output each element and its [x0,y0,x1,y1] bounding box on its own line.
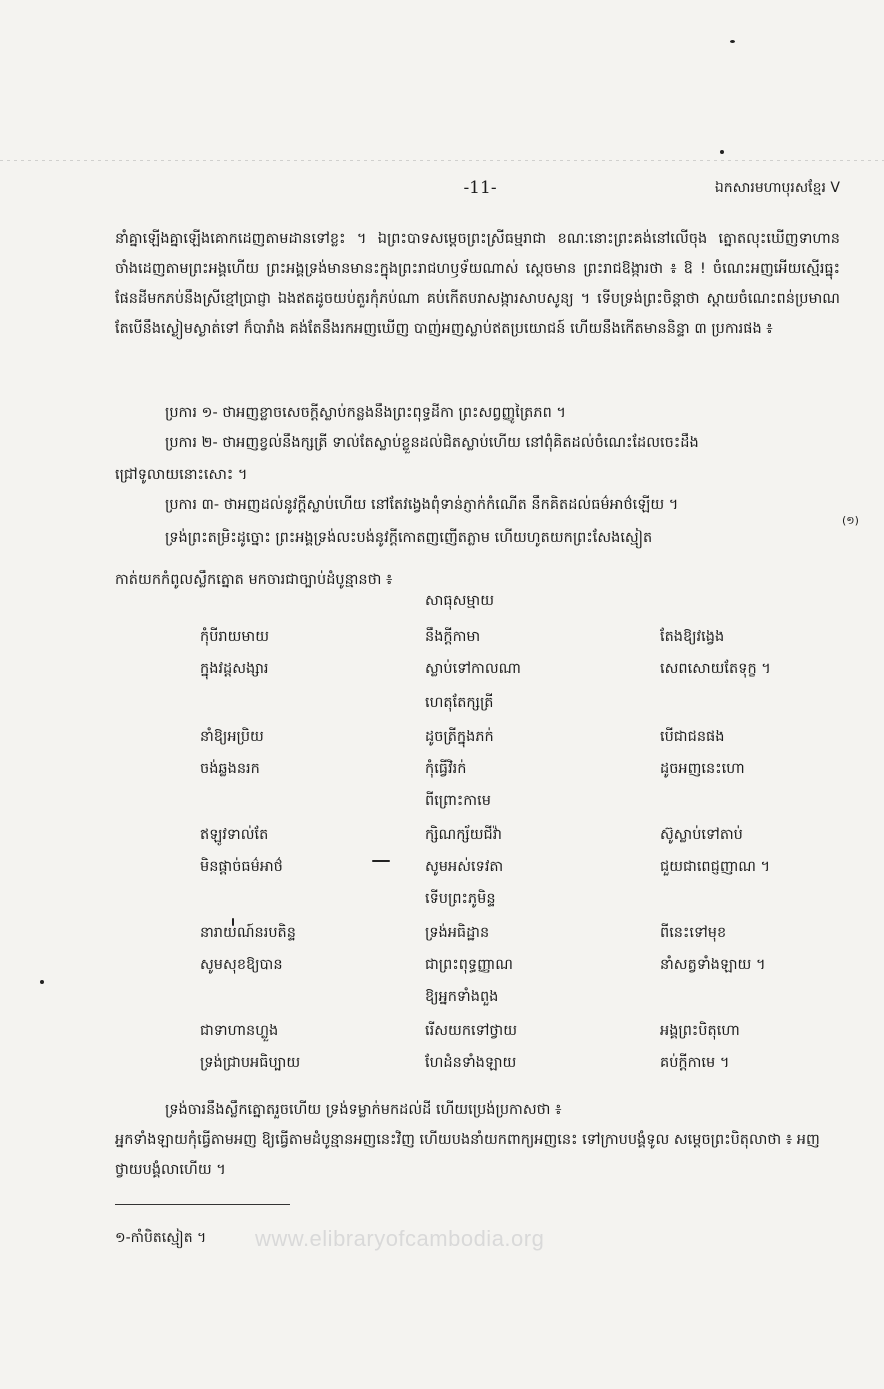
poem-line: កុំបីរាយមាយ [200,629,270,645]
footnote-reference: (១) [842,514,859,527]
footnote: ១-កាំបិតស្មៀត ។ [115,1230,207,1246]
poem-line: ទ្រង់អធិដ្ឋាន [425,925,490,941]
scan-speck [720,150,724,154]
poem-line: ចង់ឆ្លងនរក [200,761,260,777]
poem-line: គប់ក្តីកាមេ ។ [660,1055,730,1071]
poem-line: ស្លាប់ទៅកាលណា [425,661,521,677]
poem-line: ជាទាហានហ្លួង [200,1023,279,1039]
list-item: ប្រការ ៣- ថាអញដល់នូវក្តីស្លាប់ហើយ នៅតែវង្វេងពុំទាន់ភ្ញាក់កំណើត នឹកគិតដល់ធម៌អាថ៌ឡើយ ។ [165,497,679,513]
scan-artifact-line [0,160,884,161]
poem-line: នាំសត្វទាំងឡាយ ។ [660,957,766,973]
poem-line: អង្គព្រះបិតុហោ [660,1023,740,1039]
poem-line: ទើបព្រះភូមិន្ទ [425,891,496,907]
poem-line: នឹងក្តីកាមា [425,629,481,645]
poem-line: ជួយជាពេជ្ញញាណ ។ [660,859,771,875]
poem-line: ហេតុតែក្សត្រី [425,695,494,711]
poem-line: នារាយណ៍នរបតិន្ទ [200,925,296,941]
body-paragraph: អ្នកទាំងឡាយកុំធ្វើតាមអញ ឱ្យធ្វើតាមដំបូន្មានអញនេះវិញ ហើយបងនាំយកពាក្យអញនេះ ទៅក្រាបបង្គំទូល សម្តេចព្រះបិតុលាថា ៖ អញថ្វាយបង្គំលាហើយ ។ [115,1132,820,1178]
poem-line: ក្នុងវដ្តសង្សារ [200,661,269,677]
body-paragraph: នាំគ្នាឡើងគ្នាឡើងគោកដេញតាមដានទៅខ្លះ ។ ឯព្រះបាទសម្តេចព្រះស្រីធម្មរាជា ខណៈនោះព្រះគង់នៅលើចុង ត្នោតលុះឃើញទាហានចាំងដេញតាមព្រះអង្គហើយ ព្រះអង្គទ្រង់មានមានះក្នុងព្រះរាជហឫទ័យណាស់ ស្តេចមាន ព្រះរាជឱង្ការថា ៖ ឱ ! ចំណេះអញអើយស្មើរធ្នុះផែនដីមកភប់នឹងស្រីខ្មៅប្រាជ្ញា ឯងឥតដូចយប់តួរកុំភប់ណា គប់កើតបរាសង្ការសាបសូន្យ ។ ទើបទ្រង់ព្រះចិន្តាថា ស្តាយចំណេះពន់ប្រមាណ តែបើនឹងស្ងៀមស្ងាត់ទៅ ក៏បារាំង គង់តែនឹងរកអញឃើញ បាញ់អញស្លាប់ឥតប្រយោជន៍ ហើយនឹងកើតមាននិន្ទា ៣ ប្រការផង ៖ [115,231,840,337]
poem-line: ពីនេះទៅមុខ [660,925,727,941]
poem-line: នាំឱ្យអប្រិយ [200,729,264,745]
poem-line: សេពសោយតែទុក្ខ ។ [660,661,771,677]
watermark: www.elibraryofcambodia.org [255,1226,545,1251]
poem-line: ទ្រង់ជ្រាបអធិប្បាយ [200,1055,301,1071]
body-paragraph: កាត់យកកំពូលស្លឹកត្នោត មកចារជាច្បាប់ដំបូន្មានថា ៖ [115,572,393,588]
poem-block [0,592,884,1092]
poem-line: ស៊ូស្លាប់ទៅតាប់ [660,827,743,843]
poem-line: ដូចត្រីក្នុងភក់ [425,729,494,745]
poem-line: ក្សិណក្ស័យជីវ៉ា [425,827,502,843]
list-item: ប្រការ ១- ថាអញខ្លាចសេចក្តីស្លាប់កន្លងនឹងព្រះពុទ្ធដីកា ព្រះសព្វញ្ញូត្រៃភព ។ [165,405,566,421]
body-paragraph: ទ្រង់ព្រះតម្រិះដូច្នោះ ព្រះអង្គទ្រង់លះបង់នូវក្តីកោតញញើតភ្លាម ហើយហូតយកព្រះសែងស្មៀត [165,530,653,546]
poem-line: រើសយកទៅថ្វាយ [425,1023,518,1039]
poem-line: ពីព្រោះកាមេ [425,793,491,809]
scan-speck [730,40,735,43]
poem-line: ជាព្រះពុទ្ធញ្ញាណ [425,957,513,973]
poem-line: មិនផ្តាច់ធម៌អាថ៌ [200,859,283,875]
footnote-divider [115,1204,290,1205]
poem-line: ដូចអញនេះហោ [660,761,745,777]
list-item-continuation: ជ្រៅទូលាយនោះសោះ ។ [115,467,248,483]
poem-line: សូមអស់ទេវតា [425,859,504,875]
running-header-title: ឯកសារមហាបុរសខ្មែរ V [714,180,840,196]
poem-line: កុំធ្វើវិរក់ [425,761,467,777]
body-paragraph: ទ្រង់ចារនឹងស្លឹកត្នោតរួចហើយ ទ្រង់ទម្លាក់មកដល់ដី ហើយប្រេង់ប្រកាសថា ៖ [165,1102,562,1118]
poem-line: បើជាជនផង [660,729,725,745]
list-item: ប្រការ ២- ថាអញខ្វល់នឹងក្សត្រី ទាល់តែស្លាប់ខ្លួនដល់ជិតស្លាប់ហើយ នៅពុំគិតដល់ចំណេះដែលចេះដឹង [165,435,699,451]
page-number: -11- [463,178,497,198]
poem-line: តែងឱ្យវង្វេង [660,629,725,645]
poem-line: ឱ្យអ្នកទាំងពួង [425,989,499,1005]
poem-line: សូមសុខឱ្យបាន [200,957,283,973]
poem-line: ហែដំនទាំងឡាយ [425,1055,517,1071]
poem-line: សាធុសម្មាយ [425,593,495,609]
poem-line: ឥឡូវទាល់តែ [200,827,269,843]
